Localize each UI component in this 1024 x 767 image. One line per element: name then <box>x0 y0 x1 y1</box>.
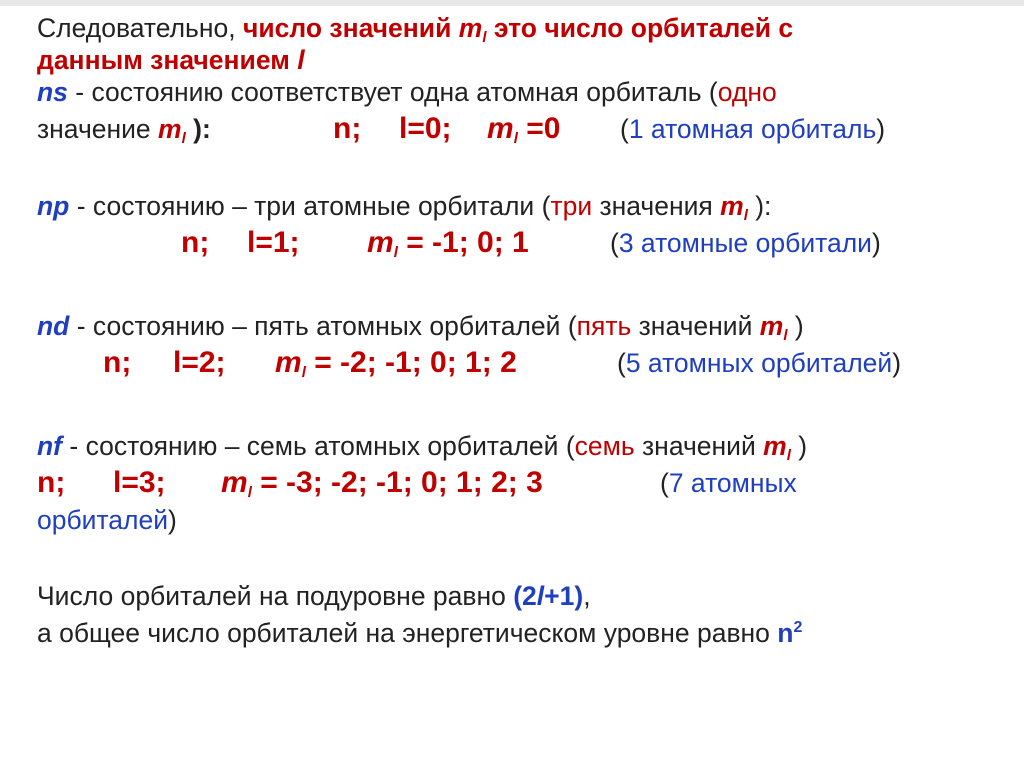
ml-symbol: m <box>763 431 787 461</box>
p-formula-n: n; <box>181 226 210 259</box>
summary-text-1: Число орбиталей на подуровне равно <box>37 581 514 611</box>
f-description-line <box>37 430 1012 462</box>
p-term: np <box>37 191 70 221</box>
s-description-line <box>37 76 1012 108</box>
ml-symbol: m <box>458 13 483 43</box>
p-formula-sub: l <box>393 244 398 261</box>
summary-line-2 <box>37 612 1012 648</box>
s-close-paren: ): <box>185 114 211 144</box>
p-count-word: три <box>550 191 593 221</box>
f-term: nf <box>37 431 63 461</box>
d-description: - состоянию – пять атомных орбиталей ( <box>69 311 577 341</box>
d-values-label: значений <box>631 311 760 341</box>
s-formula-l: l=0; <box>399 112 452 145</box>
ml-symbol: m <box>759 311 784 341</box>
intro-line-1 <box>37 12 1012 44</box>
d-description-line <box>37 310 1012 342</box>
s-formula-line <box>37 108 1012 150</box>
intro-highlight-text-3: данным значением <box>37 45 298 75</box>
f-formula-l: l=3; <box>113 466 166 499</box>
summary-text-2: а общее число орбиталей на энергетическом уровне равно <box>37 618 778 648</box>
s-formula-sub: l <box>513 130 518 147</box>
d-count-close: ) <box>892 348 902 378</box>
ml-subscript: l <box>743 207 748 224</box>
s-formula-m: m <box>487 112 514 145</box>
d-formula-value: = -2; -1; 0; 1; 2 <box>305 346 517 379</box>
p-values-label: значения <box>592 191 721 221</box>
s-count-open: ( <box>620 114 629 144</box>
f-formula-line <box>37 462 1012 504</box>
f-formula-m: m <box>221 466 248 499</box>
ml-subscript: l <box>783 327 788 344</box>
s-count-word: одно <box>717 77 777 107</box>
summary-formula-part: (2 <box>513 581 537 611</box>
d-formula-n: n; <box>103 346 132 379</box>
summary-formula-part-2: +1) <box>544 581 584 611</box>
f-close: ) <box>790 431 808 461</box>
d-count-word: пять <box>576 311 632 341</box>
s-formula-value: =0 <box>517 112 561 145</box>
spacer <box>37 384 1012 416</box>
ml-symbol: m <box>720 191 744 221</box>
d-term: nd <box>37 311 70 341</box>
p-count-close: ) <box>871 228 881 258</box>
d-formula-sub: l <box>301 364 306 381</box>
f-count-close: ) <box>168 505 177 535</box>
ml-subscript: l <box>181 130 186 147</box>
summary-n-exponent: 2 <box>793 619 803 636</box>
f-formula-n: n; <box>37 466 66 499</box>
s-term: ns <box>37 77 68 107</box>
intro-lead-text: Следовательно, <box>37 13 243 43</box>
f-formula-value: = -3; -2; -1; 0; 1; 2; 3 <box>251 466 543 499</box>
d-count-open: ( <box>617 348 626 378</box>
summary-line-1 <box>37 580 1012 612</box>
s-orbital-count: 1 атомная орбиталь <box>628 114 877 144</box>
s-description: - состоянию соответствует одна атомная орбиталь ( <box>67 77 718 107</box>
d-formula-line <box>37 342 1012 384</box>
d-formula-m: m <box>275 346 302 379</box>
intro-highlight-text-2: это число орбиталей с <box>486 13 794 43</box>
p-formula-m: m <box>367 226 394 259</box>
d-close: ) <box>787 311 804 341</box>
ml-subscript: l <box>482 29 487 46</box>
p-formula-value: = -1; 0; 1 <box>397 226 529 259</box>
intro-highlight-text: число значений <box>242 13 459 43</box>
f-orbital-count-2: орбиталей <box>37 505 169 535</box>
p-close: ): <box>747 191 772 221</box>
f-description: - состоянию – семь атомных орбиталей ( <box>62 431 575 461</box>
s-formula-n: n; <box>333 112 362 145</box>
f-count-word: семь <box>574 431 635 461</box>
f-formula-sub: l <box>247 484 252 501</box>
p-description-line <box>37 190 1012 222</box>
f-values-label: значений <box>634 431 764 461</box>
slide-top-bar <box>0 0 1024 6</box>
spacer <box>37 536 1012 568</box>
summary-formula-l: l <box>536 581 545 611</box>
d-formula-l: l=2; <box>173 346 226 379</box>
summary-n: n <box>777 618 794 648</box>
p-count-open: ( <box>610 228 619 258</box>
slide-content <box>37 12 1012 648</box>
summary-comma: , <box>583 581 591 611</box>
f-formula-line-2 <box>37 504 1012 536</box>
p-formula-l: l=1; <box>247 226 300 259</box>
intro-line-2 <box>37 44 1012 76</box>
ml-subscript: l <box>786 447 791 464</box>
p-formula-line <box>37 222 1012 264</box>
s-values-label: значение <box>37 114 159 144</box>
f-count-open: ( <box>660 468 669 498</box>
s-count-close: ) <box>876 114 886 144</box>
ml-symbol: m <box>158 114 182 144</box>
l-symbol: l <box>297 45 305 75</box>
f-orbital-count: 7 атомных <box>668 468 797 498</box>
d-orbital-count: 5 атомных орбиталей <box>625 348 893 378</box>
p-description: - состоянию – три атомные орбитали ( <box>69 191 551 221</box>
p-orbital-count: 3 атомные орбитали <box>618 228 872 258</box>
